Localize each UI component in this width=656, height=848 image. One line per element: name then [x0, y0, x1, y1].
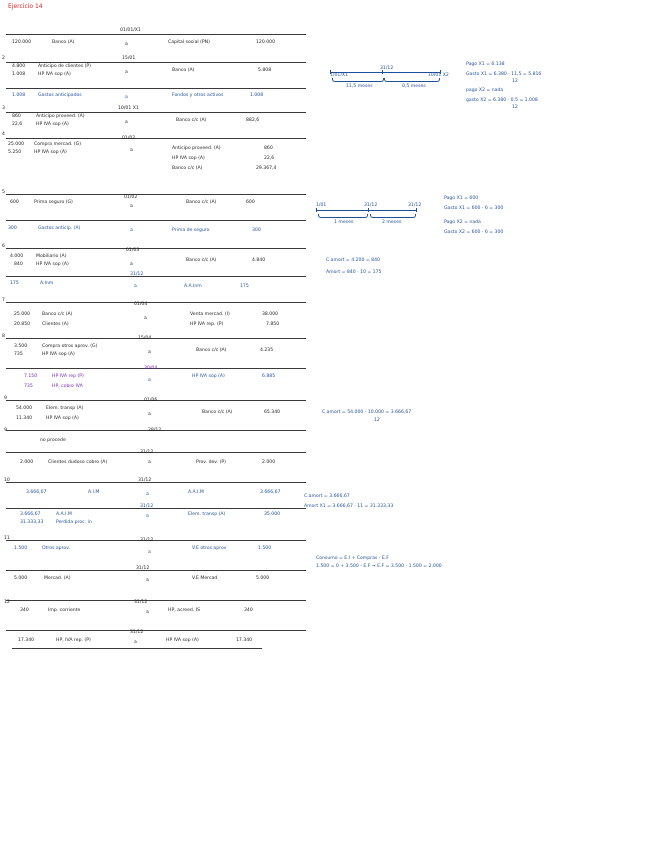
debit-amount: 340 — [20, 608, 29, 613]
entry-date: 01/02 — [124, 195, 138, 200]
entry-separator — [6, 62, 306, 63]
calc-line: Amort = 840 · 10 = 175 — [326, 270, 382, 275]
entry-connector: a — [148, 412, 151, 417]
debit-amount: 5.000 — [14, 576, 28, 581]
credit-account: HP IVA sop (A) — [192, 374, 225, 379]
debit-account: HP IVA sop (A) — [36, 122, 69, 127]
timeline-span-label: 0,5 meses — [402, 84, 426, 89]
debit-amount: 735 — [24, 384, 33, 389]
debit-amount: 3.500 — [14, 344, 28, 349]
entry-separator — [6, 276, 306, 277]
entry-connector: a — [134, 640, 137, 645]
entry-connector: a — [146, 514, 149, 519]
credit-account: HP IVA rep. (P) — [190, 322, 224, 327]
credit-account: Banco c/c (A) — [186, 200, 217, 205]
debit-account: Perdida proc. in — [56, 520, 92, 525]
timeline-span-label: 11,5 meses — [346, 84, 373, 89]
credit-amount: 340 — [244, 608, 253, 613]
entry-number: 9 — [4, 428, 7, 433]
timeline-label: 31/12 — [408, 203, 422, 208]
debit-account: HP, IVA rep. (P) — [56, 638, 91, 643]
calc-line: Amort X1 = 3.666,67 · 11 = 31.333,33 — [304, 504, 394, 509]
exercise-title: Ejercicio 14 — [8, 3, 43, 10]
debit-amount: 2.000 — [20, 460, 34, 465]
entry-date: 31/12 — [138, 478, 152, 483]
debit-amount: 600 — [10, 200, 19, 205]
credit-account: HP IVA sop (A) — [166, 638, 199, 643]
credit-amount: 175 — [240, 284, 249, 289]
entry-separator — [6, 248, 306, 249]
entry-connector: a — [125, 70, 128, 75]
debit-account: A.I.M — [88, 490, 100, 495]
credit-account: Banco (A) — [172, 68, 195, 73]
debit-amount: 4.800 — [12, 64, 26, 69]
entry-number: 10 — [4, 478, 10, 483]
credit-amount: 600 — [246, 200, 255, 205]
entry-connector: a — [125, 120, 128, 125]
entry-number: 6 — [2, 244, 5, 249]
calc-line: Pago X2 = nada — [444, 220, 481, 225]
entry-connector: a — [146, 492, 149, 497]
credit-account: Venta mercad. (I) — [190, 312, 230, 317]
credit-amount: 6.885 — [262, 374, 276, 379]
debit-account: Banco (A) — [52, 40, 75, 45]
credit-account: Banco c/c (A) — [202, 410, 233, 415]
credit-amount: 4.840 — [252, 258, 266, 263]
credit-account: A.A.Inm — [184, 284, 202, 289]
entry-connector: a — [134, 284, 137, 289]
debit-amount: 175 — [10, 281, 19, 286]
credit-account: HP, acreed. IS — [168, 608, 201, 613]
entry-separator — [6, 220, 306, 221]
entry-separator — [6, 452, 306, 453]
credit-amount: 5.000 — [256, 576, 270, 581]
entry-separator — [6, 482, 306, 483]
debit-account: A.A.I.M — [56, 512, 72, 517]
debit-account: Banco c/c (A) — [42, 312, 73, 317]
timeline-span-label: 2 meses — [382, 220, 402, 225]
credit-account: Prima de seguro — [172, 228, 210, 233]
entry-connector: a — [130, 148, 133, 153]
credit-amount: 4.235 — [260, 348, 274, 353]
entry-separator — [6, 570, 306, 571]
entry-connector: a — [130, 204, 133, 209]
debit-account: HP, cobro IVA — [52, 384, 83, 389]
credit-amount: 3.666,67 — [260, 490, 281, 495]
calc-line: Gasto X2 = 600 · 6 = 300 — [444, 230, 504, 235]
debit-amount: 11.340 — [16, 416, 33, 421]
entry-date: 31/12 — [134, 600, 148, 605]
credit-amount: 2.000 — [262, 460, 276, 465]
debit-amount: 54.000 — [16, 406, 33, 411]
credit-account: Elem. transp (A) — [188, 512, 226, 517]
entry-date: 28/12 — [148, 428, 162, 433]
credit-account: Banco c/c (A) — [176, 118, 207, 123]
calc-line: Pago X1 = 6.138 — [466, 62, 505, 67]
credit-amount: 38.000 — [262, 312, 279, 317]
entry-number: 3 — [2, 106, 5, 111]
entry-connector: a — [146, 578, 149, 583]
entry-date: 10/01 X1 — [118, 106, 139, 111]
entry-date: 31/12 — [140, 504, 154, 509]
credit-account: V.E otros aprov — [192, 546, 227, 551]
debit-account: Otros aprov. — [42, 546, 71, 551]
credit-amount: 1.008 — [250, 93, 264, 98]
debit-account: A.Inm — [40, 281, 54, 286]
credit-account: Banco c/c (A) — [186, 258, 217, 263]
debit-account: Elem. transp (A) — [46, 406, 84, 411]
debit-account: HP IVA sop (A) — [38, 72, 71, 77]
debit-account: Clientes (A) — [42, 322, 69, 327]
entry-separator — [6, 302, 306, 303]
calc-line: C.amort = 3.666,67 — [304, 494, 350, 499]
credit-account: Banco c/c (A) — [172, 166, 203, 171]
debit-amount: 5.250 — [8, 150, 22, 155]
credit-account: A.A.I.M — [188, 490, 204, 495]
entry-date: 31/12 — [136, 566, 150, 571]
timeline-label: 10/01 X2 — [428, 73, 449, 78]
entry-separator — [6, 540, 306, 541]
debit-amount: 3.666,67 — [26, 490, 47, 495]
credit-amount: 1.500 — [258, 546, 272, 551]
debit-amount: 300 — [8, 226, 17, 231]
entry-date: 31/12 — [140, 538, 154, 543]
entry-date: 15/04 — [138, 336, 152, 341]
credit-amount: 29.367,4 — [256, 166, 277, 171]
timeline-bracket — [318, 214, 368, 218]
calc-line: C.amort = 4.200 = 840 — [326, 258, 380, 263]
debit-amount: 1.008 — [12, 72, 26, 77]
entry-date: 31/12 — [130, 272, 144, 277]
debit-account: Gastos anticip. (A) — [38, 226, 81, 231]
entry-note: no procede — [40, 438, 66, 443]
credit-account: Capital social (PN) — [168, 40, 210, 45]
entry-connector: a — [148, 378, 151, 383]
calc-denominator: 12 — [374, 418, 380, 423]
entry-connector: a — [146, 610, 149, 615]
timeline-span-label: 1 meses — [334, 220, 354, 225]
credit-amount: 65.340 — [264, 410, 281, 415]
debit-account: Compra otros aprov. (G) — [42, 344, 98, 349]
entry-number: 11 — [4, 536, 10, 541]
credit-amount: 120.000 — [256, 40, 275, 45]
calc-line: Gasto X1 = 600 · 6 = 300 — [444, 206, 504, 211]
debit-amount: 22,6 — [12, 122, 23, 127]
entry-date: 31/12 — [130, 630, 144, 635]
entry-date: 30/04 — [144, 366, 158, 371]
credit-amount: 35.000 — [264, 512, 281, 517]
debit-amount: 31.333,33 — [20, 520, 44, 525]
credit-amount: 882,6 — [246, 118, 260, 123]
entry-separator — [12, 648, 262, 649]
debit-amount: 1.008 — [12, 93, 26, 98]
debit-account: HP IVA sop (A) — [42, 352, 75, 357]
entry-date: 01/06 — [144, 398, 158, 403]
debit-account: Anticipo de clientes (P) — [38, 64, 91, 69]
credit-account: Anticipo proveed. (A) — [172, 146, 221, 151]
entry-connector: a — [125, 42, 128, 47]
entry-date: 01/03 — [126, 248, 140, 253]
entry-number: 8 — [2, 334, 5, 339]
debit-amount: 25.000 — [8, 142, 25, 147]
entry-number: 4 — [2, 132, 5, 137]
timeline-label: 31/12 — [364, 203, 378, 208]
debit-account: HP IVA sop (A) — [34, 150, 67, 155]
entry-number: 12 — [4, 600, 10, 605]
debit-account: Imp. corriente — [48, 608, 81, 613]
entry-separator — [6, 34, 306, 35]
calc-line: Consumo = E.I + Compras - E.F — [316, 556, 389, 561]
entry-date: 01/01/X1 — [120, 28, 141, 33]
debit-amount: 17.340 — [18, 638, 35, 643]
debit-account: Clientes dudoso cobro (A) — [48, 460, 108, 465]
debit-amount: 4.000 — [10, 254, 24, 259]
entry-date: 01/02 — [122, 136, 136, 141]
entry-connector: a — [148, 350, 151, 355]
debit-account: HP IVA sop (A) — [36, 262, 69, 267]
timeline-label: 1/01/X1 — [330, 73, 348, 78]
calc-line: Pago X1 = 600 — [444, 196, 479, 201]
credit-account: HP IVA sop (A) — [172, 156, 205, 161]
credit-amount: 7.850 — [266, 322, 280, 327]
credit-amount: 5.808 — [258, 68, 272, 73]
entry-connector: a — [125, 95, 128, 100]
entry-connector: a — [130, 228, 133, 233]
entry-connector: a — [130, 262, 133, 267]
debit-amount: 840 — [14, 262, 23, 267]
entry-separator — [6, 338, 306, 339]
debit-account: HP IVA sop (A) — [46, 416, 79, 421]
calc-denominator: 12 — [512, 79, 518, 84]
credit-amount: 860 — [264, 146, 273, 151]
timeline-bracket — [370, 214, 416, 218]
debit-amount: 860 — [12, 114, 21, 119]
entry-connector: a — [144, 316, 147, 321]
debit-amount: 3.666,67 — [20, 512, 41, 517]
entry-separator — [6, 600, 306, 601]
debit-account: Mercad. (A) — [44, 576, 71, 581]
entry-number: 9 — [4, 396, 7, 401]
debit-amount: 120.000 — [12, 40, 31, 45]
entry-separator — [6, 138, 306, 139]
calc-denominator: 12 — [512, 105, 518, 110]
calc-line: pago X2 = nada — [466, 88, 504, 93]
credit-account: Prov. dev. (P) — [196, 460, 226, 465]
timeline-bracket — [332, 78, 384, 82]
timeline-label: 1/01 — [316, 203, 327, 208]
entry-date: 31/12 — [140, 450, 154, 455]
debit-amount: 20.850 — [14, 322, 31, 327]
debit-account: Mobiliario (A) — [36, 254, 67, 259]
calc-line: Gasto X1 = 6.380 · 11,5 = 5.816 — [466, 72, 542, 77]
debit-amount: 1.500 — [14, 546, 28, 551]
calc-line: C.amort = 54.000 - 10.000 = 3.666,67 — [322, 410, 412, 415]
entry-date: 01/04 — [134, 302, 148, 307]
timeline-axis — [316, 210, 416, 211]
entry-number: 5 — [2, 190, 5, 195]
debit-amount: 7.150 — [24, 374, 38, 379]
entry-separator — [6, 508, 306, 509]
debit-amount: 735 — [14, 352, 23, 357]
calc-line: 1.500 = 0 + 3.500 - E.F → E.F = 3.500 - 1.500 = 2.000 — [316, 564, 442, 569]
timeline-bracket — [384, 78, 440, 82]
credit-amount: 22,6 — [264, 156, 275, 161]
timeline-label: 31/12 — [380, 66, 394, 71]
entry-separator — [6, 630, 306, 631]
debit-account: Compra mercad. (G) — [34, 142, 81, 147]
entry-connector: a — [148, 460, 151, 465]
entry-separator — [6, 112, 306, 113]
credit-amount: 17.340 — [236, 638, 253, 643]
debit-account: Prima seguro (G) — [34, 200, 73, 205]
credit-account: V.E Mercad — [192, 576, 218, 581]
entry-separator — [6, 194, 306, 195]
entry-number: 7 — [2, 298, 5, 303]
credit-account: Banco c/c (A) — [196, 348, 227, 353]
debit-amount: 25.000 — [14, 312, 31, 317]
entry-connector: a — [148, 550, 151, 555]
entry-separator — [6, 88, 306, 89]
debit-account: Anticipo proveed. (A) — [36, 114, 85, 119]
entry-number: 2 — [2, 56, 5, 61]
calc-line: gasto X2 = 6.380 · 0,5 = 1.008 — [466, 98, 538, 103]
debit-account: HP IVA rep (P) — [52, 374, 84, 379]
entry-date: 15/01 — [122, 56, 136, 61]
credit-amount: 300 — [252, 228, 261, 233]
debit-account: Gastos anticipados — [38, 93, 82, 98]
credit-account: Fondos y otros activos — [172, 93, 224, 98]
